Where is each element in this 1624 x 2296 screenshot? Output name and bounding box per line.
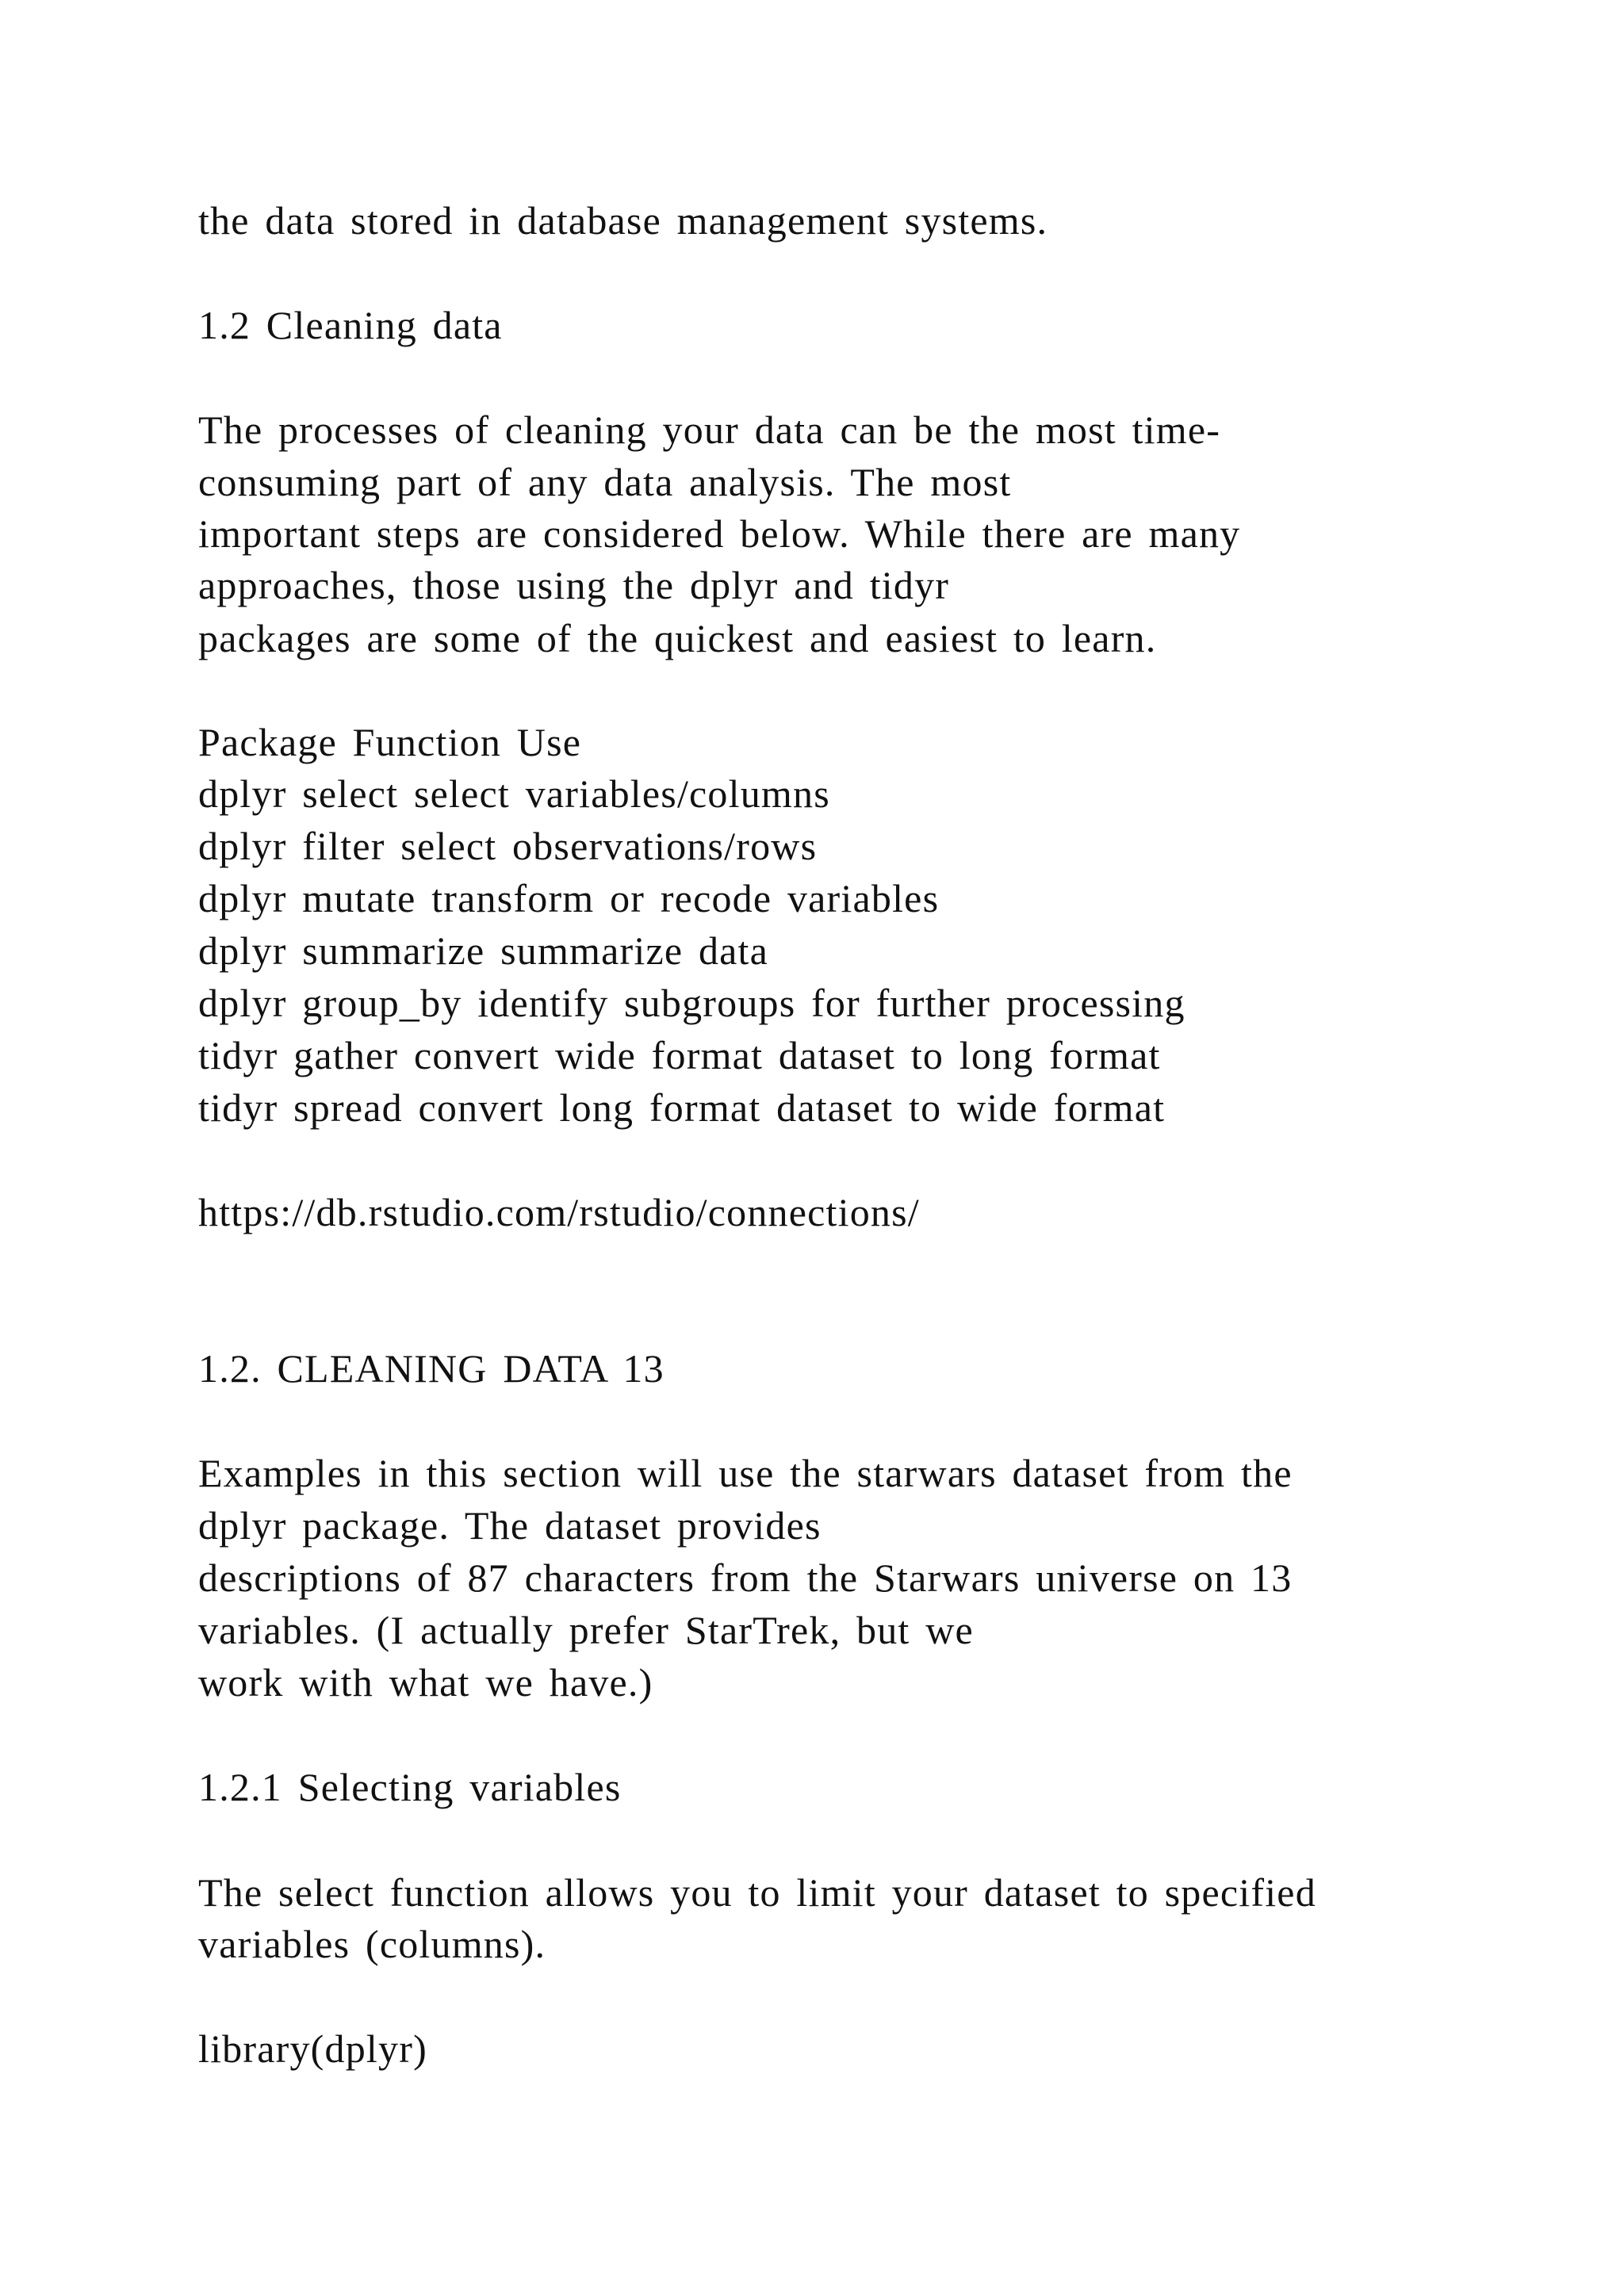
paragraph-line: variables. (I actually prefer StarTrek, but we	[198, 1608, 974, 1652]
subsection-heading: 1.2.1 Selecting variables	[198, 1765, 622, 1809]
paragraph-line: consuming part of any data analysis. The most	[198, 460, 1012, 504]
paragraph-line: approaches, those using the dplyr and tidyr	[198, 563, 950, 607]
table-row: dplyr filter select observations/rows	[198, 824, 818, 868]
paragraph-line: important steps are considered below. While there are many	[198, 511, 1241, 556]
paragraph-line: descriptions of 87 characters from the Starwars universe on 13	[198, 1556, 1293, 1600]
running-header: 1.2. CLEANING DATA 13	[198, 1346, 665, 1391]
paragraph-line: packages are some of the quickest and easiest to learn.	[198, 616, 1157, 660]
table-row: tidyr spread convert long format dataset to wide format	[198, 1085, 1166, 1130]
paragraph-line: variables (columns).	[198, 1922, 546, 1966]
table-row: dplyr select select variables/columns	[198, 771, 830, 816]
paragraph-line: The processes of cleaning your data can be the most time-	[198, 408, 1221, 452]
paragraph-line: Examples in this section will use the starwars dataset from the	[198, 1451, 1293, 1495]
table-row: dplyr mutate transform or recode variables	[198, 876, 940, 920]
section-heading: 1.2 Cleaning data	[198, 303, 503, 347]
table-row: tidyr gather convert wide format dataset to long format	[198, 1033, 1161, 1077]
table-header-row: Package Function Use	[198, 720, 582, 764]
paragraph-line: dplyr package. The dataset provides	[198, 1503, 822, 1548]
paragraph-line: work with what we have.)	[198, 1660, 653, 1705]
table-row: dplyr group_by identify subgroups for further processing	[198, 981, 1185, 1025]
code-line: library(dplyr)	[198, 2026, 427, 2071]
paragraph-line: The select function allows you to limit your dataset to specified	[198, 1870, 1316, 1915]
reference-url: https://db.rstudio.com/rstudio/connections/	[198, 1190, 920, 1234]
table-row: dplyr summarize summarize data	[198, 928, 769, 973]
intro-text-line: the data stored in database management systems.	[198, 198, 1048, 243]
